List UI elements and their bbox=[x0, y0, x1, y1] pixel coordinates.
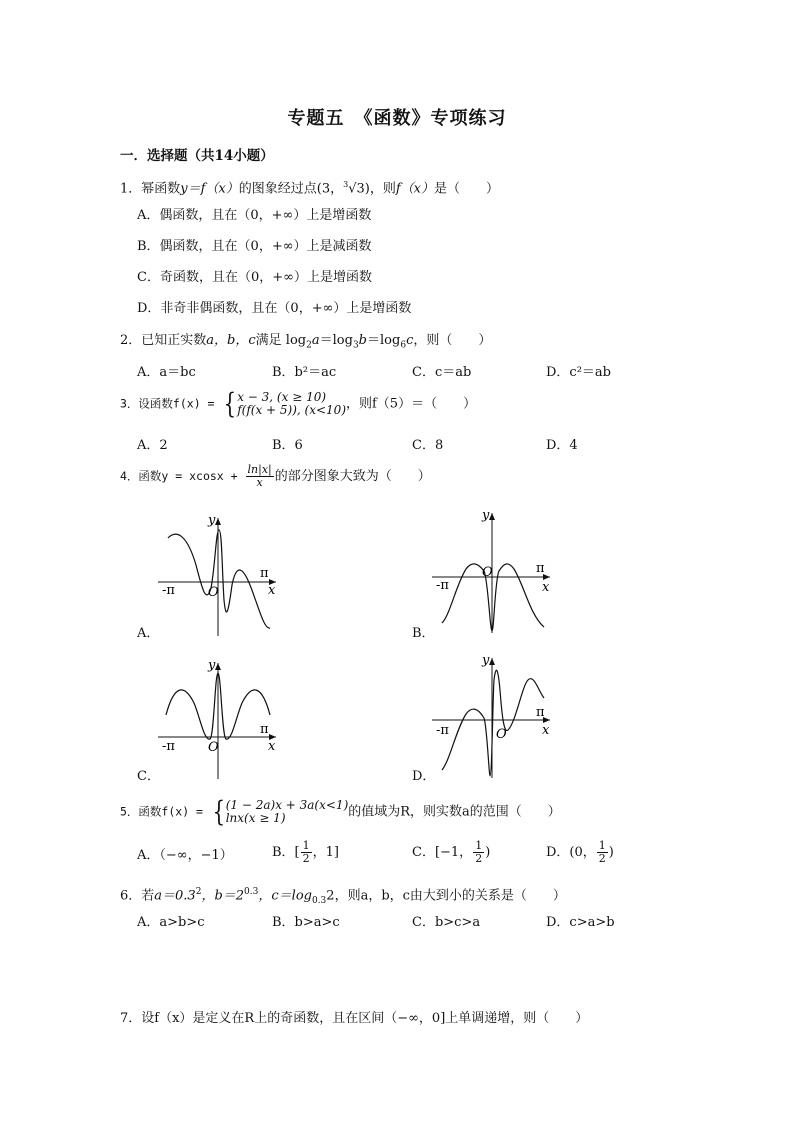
q1-option-c: C．奇函数，且在（0，+∞）上是增函数 bbox=[137, 270, 372, 285]
q4-option-a: A． bbox=[137, 626, 160, 641]
q5-stem: 5．函数f(x) = { (1 − 2a)x + 3a(x<1) lnx(x ≥ 1) 的值域为R，则实数a的范围（ ） bbox=[120, 795, 561, 828]
q3-brace: { bbox=[224, 387, 237, 420]
q4-option-c: C． bbox=[137, 769, 160, 784]
q4-graph-a-pi: π bbox=[260, 566, 269, 581]
q3-option-d: D．4 bbox=[546, 438, 578, 453]
q4-graph-c-origin: O bbox=[208, 740, 219, 755]
q3-option-a: A．2 bbox=[137, 438, 168, 453]
q2-option-b: B．b²＝ac bbox=[272, 365, 337, 380]
q6-option-c: C．b>c>a bbox=[412, 915, 481, 930]
q4-graph-a bbox=[158, 510, 280, 640]
q4-graph-b-x-label: x bbox=[542, 580, 550, 595]
q4-graph-b-origin: O bbox=[482, 565, 493, 580]
q6-stem: 6．若$a=0.3^2$，$b=2^{0.3}$，$c=\log_{0.3}2$，则a，b，c由大到小的关系是（ ） bbox=[120, 887, 566, 906]
q4-graph-c-neg-pi: -π bbox=[162, 739, 175, 754]
q1-stem: 1．幂函数y＝f（x）的图象经过点(3，$^3$√3)，则f（x）是（ ） bbox=[120, 180, 500, 197]
q5-option-d: D．(0， $\frac{1}{2}$ ) bbox=[546, 839, 614, 865]
q6-option-d: D．c>a>b bbox=[546, 915, 615, 930]
q5-option-a: A．（−∞，−1） bbox=[137, 848, 233, 863]
page-title: 专题五 《函数》专项练习 bbox=[287, 108, 507, 129]
q3-option-b: B．6 bbox=[272, 438, 303, 453]
q1-option-a: A．偶函数，且在（0，+∞）上是增函数 bbox=[137, 208, 372, 223]
q4-graph-a-x-label: x bbox=[268, 583, 276, 598]
q4-graph-b bbox=[432, 505, 554, 637]
q2-option-d: D．c²＝ab bbox=[546, 365, 611, 380]
q2-stem: 2．已知正实数a，b，c满足 $\log_2a=\log_3b=\log_6c$，则（ ） bbox=[120, 333, 492, 351]
q1-option-d: D．非奇非偶函数，且在（0，+∞）上是增函数 bbox=[137, 301, 412, 316]
q4-graph-c-y-label: y bbox=[208, 658, 216, 673]
q2-option-a: A．a＝bc bbox=[137, 365, 196, 380]
q4-graph-d bbox=[432, 650, 554, 782]
q4-option-d: D． bbox=[412, 769, 436, 784]
q7-stem: 7．设f（x）是定义在R上的奇函数，且在区间（−∞，0]上单调递增，则（ ） bbox=[120, 1011, 589, 1026]
q4-graph-a-y-label: y bbox=[208, 513, 216, 528]
q4-graph-d-neg-pi: -π bbox=[436, 723, 449, 738]
q1-option-b: B．偶函数，且在（0，+∞）上是减函数 bbox=[137, 239, 372, 254]
q4-graph-c-pi: π bbox=[260, 722, 269, 737]
q4-graph-a-origin: O bbox=[208, 585, 219, 600]
q5-option-c: C．[−1， $\frac{1}{2}$ ) bbox=[412, 839, 491, 865]
q4-option-b: B． bbox=[412, 626, 435, 641]
q6-option-b: B．b>a>c bbox=[272, 915, 340, 930]
q3-option-c: C．8 bbox=[412, 438, 444, 453]
q4-graph-b-y-label: y bbox=[482, 508, 490, 523]
q2-option-c: C．c＝ab bbox=[412, 365, 472, 380]
q4-graph-c-x-label: x bbox=[268, 739, 276, 754]
q3-stem: 3．设函数f(x) = { x − 3, (x ≥ 10) f(f(x + 5)), (x<10) ，则f（5）＝（ ） bbox=[120, 387, 477, 420]
q4-graph-c bbox=[158, 655, 280, 783]
q4-graph-d-pi: π bbox=[536, 705, 545, 720]
q4-graph-b-neg-pi: -π bbox=[436, 578, 449, 593]
q4-graph-d-y-label: y bbox=[482, 653, 490, 668]
q4-graph-b-pi: π bbox=[536, 561, 545, 576]
q4-graph-d-origin: O bbox=[496, 727, 507, 742]
section-heading: 一．选择题（共14小题） bbox=[120, 148, 274, 164]
q5-brace: { bbox=[212, 795, 226, 828]
q5-option-b: B．[ $\frac{1}{2}$ ，1] bbox=[272, 839, 339, 865]
q6-option-a: A．a>b>c bbox=[137, 915, 205, 930]
q4-graph-a-neg-pi: -π bbox=[162, 583, 175, 598]
q4-stem: 4．函数y = xcosx + $\frac{\ln|x|}{x}$ 的部分图象大致为（ ） bbox=[120, 463, 431, 489]
q4-graph-d-x-label: x bbox=[542, 723, 550, 738]
